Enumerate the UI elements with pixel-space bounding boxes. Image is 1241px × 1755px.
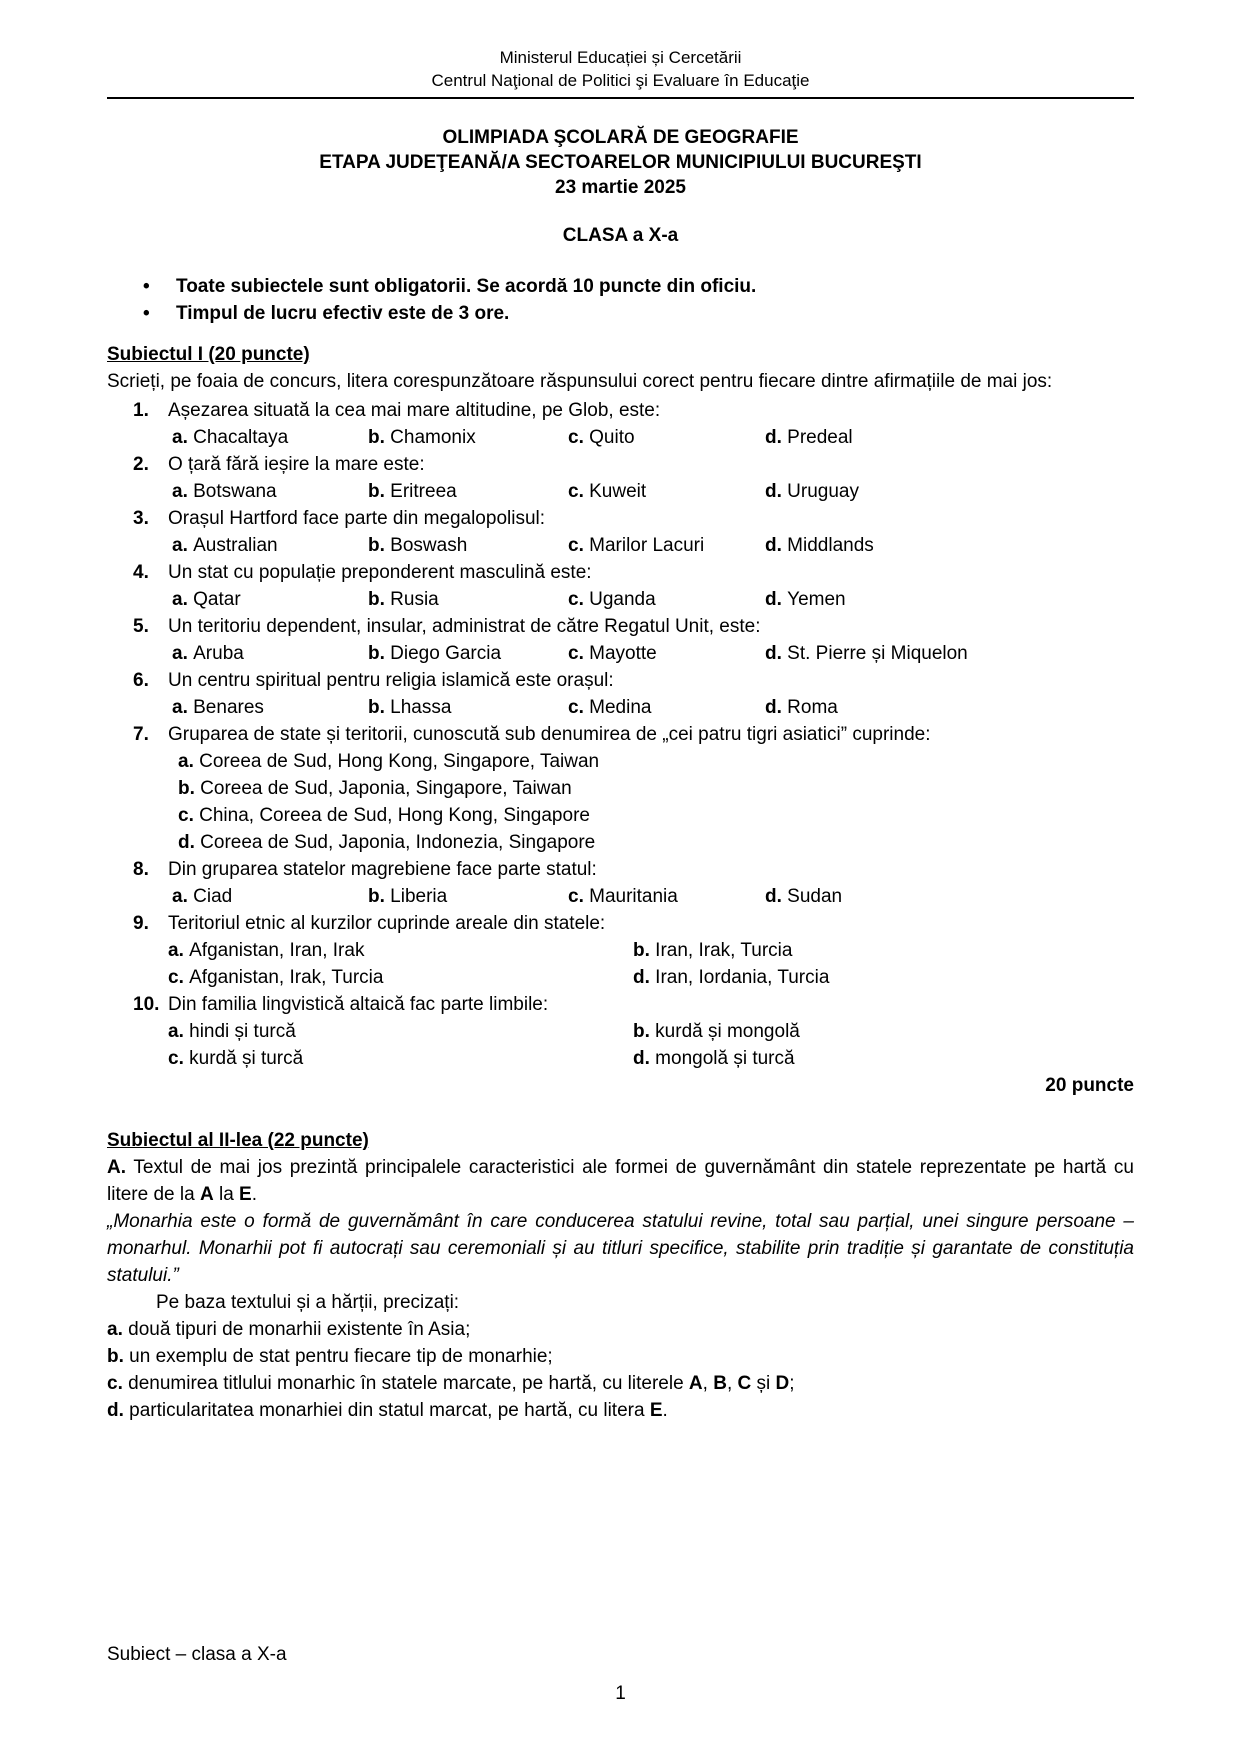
- option: [172, 532, 368, 559]
- option: [765, 694, 1134, 721]
- class-title: CLASA a X-a: [562, 225, 679, 246]
- text-run-italic: „Monarhia este o formă de guvernământ în care conducerea statului revine, total sau parțial, unei singure persoane – monarhul. Monarhii pot fi autocrați sau ceremoniali și au titluri specifice, stabilite prin tradiție și garantate de constituția statului.”: [107, 1211, 1134, 1286]
- question-line: [133, 667, 1134, 694]
- option-letter: a.: [172, 481, 188, 502]
- option: [168, 1045, 633, 1072]
- option: [765, 640, 1134, 667]
- document-header: [107, 46, 1134, 92]
- question: [107, 613, 1134, 667]
- option-text: Marilor Lacuri: [583, 535, 705, 556]
- option: [368, 424, 568, 451]
- question-number: 5.: [133, 616, 149, 637]
- option: [568, 478, 765, 505]
- option-text: Mayotte: [583, 643, 657, 664]
- text-run: și: [751, 1373, 776, 1394]
- text-run: Textul de mai jos prezintă principalele caracteristici ale formei de guvernământ din statele reprezentate pe hartă cu litere de la: [107, 1157, 1134, 1205]
- option-letter: b.: [368, 643, 385, 664]
- option-text: Aruba: [187, 643, 244, 664]
- option: [172, 478, 368, 505]
- option-text: Iran, Irak, Turcia: [649, 940, 793, 961]
- paragraph: [107, 1208, 1134, 1289]
- option: [633, 937, 1134, 964]
- option: [568, 640, 765, 667]
- option: [172, 586, 368, 613]
- option-letter: d.: [633, 967, 650, 988]
- option: [568, 694, 765, 721]
- options: [133, 748, 1134, 856]
- option-letter: c.: [168, 967, 184, 988]
- option-text: Mauritania: [583, 886, 678, 907]
- option-text: Boswash: [384, 535, 468, 556]
- option-letter: c.: [568, 535, 584, 556]
- question: [107, 856, 1134, 910]
- text-run: la: [213, 1184, 240, 1205]
- text-run-bold: E: [239, 1184, 252, 1205]
- option-text: Yemen: [781, 589, 846, 610]
- text-run-bold: A.: [107, 1157, 126, 1178]
- option: [633, 1045, 1134, 1072]
- option: [178, 775, 1134, 802]
- option-letter: c.: [178, 805, 194, 826]
- option-text: Chamonix: [384, 427, 476, 448]
- option-letter: b.: [368, 589, 385, 610]
- option-letter: d.: [765, 697, 782, 718]
- text-run-bold: b.: [107, 1346, 124, 1367]
- paragraph: [107, 1316, 1134, 1343]
- options: [133, 532, 1134, 559]
- instruction-item: [107, 300, 1134, 327]
- option-text: Botswana: [187, 481, 277, 502]
- question-number: 1.: [133, 400, 149, 421]
- page-number: 1: [615, 1683, 626, 1704]
- subject2-body: [107, 1154, 1134, 1424]
- option: [168, 1018, 633, 1045]
- text-run: un exemplu de stat pentru fiecare tip de monarhie;: [123, 1346, 553, 1367]
- option-letter: a.: [178, 751, 194, 772]
- subject1-points: 20 puncte: [1045, 1075, 1134, 1096]
- option-text: Quito: [583, 427, 635, 448]
- question-number: 10.: [133, 994, 160, 1015]
- option-letter: d.: [765, 481, 782, 502]
- options: [133, 937, 1134, 991]
- question-statement: Orașul Hartford face parte din megalopolisul:: [168, 508, 546, 529]
- question-line: [133, 451, 1134, 478]
- question-number: 3.: [133, 508, 149, 529]
- option-letter: c.: [568, 589, 584, 610]
- question-line: [133, 721, 1134, 748]
- question: [107, 910, 1134, 991]
- option: [368, 640, 568, 667]
- option-text: Lhassa: [384, 697, 452, 718]
- option-text: Chacaltaya: [187, 427, 289, 448]
- option: [178, 829, 1134, 856]
- options: [133, 883, 1134, 910]
- option-letter: b.: [368, 481, 385, 502]
- text-run-bold: E: [649, 1400, 663, 1421]
- paragraph: [107, 1397, 1134, 1424]
- bullet-icon: [143, 300, 176, 327]
- text-run-bold: C: [737, 1373, 752, 1394]
- text-run-bold: A: [688, 1373, 703, 1394]
- question-line: [133, 559, 1134, 586]
- option-text: Benares: [187, 697, 264, 718]
- subject1-section: [107, 341, 1134, 1099]
- option: [368, 883, 568, 910]
- option: [765, 532, 1134, 559]
- question: [107, 559, 1134, 613]
- question: [107, 451, 1134, 505]
- question-number: 4.: [133, 562, 149, 583]
- option-letter: a.: [168, 1021, 184, 1042]
- option-text: Middlands: [781, 535, 874, 556]
- option-letter: a.: [172, 886, 188, 907]
- ministry-line: Ministerul Educației și Cercetării: [499, 48, 742, 67]
- option-letter: c.: [568, 427, 584, 448]
- option-text: kurdă și mongolă: [649, 1021, 800, 1042]
- option-text: Coreea de Sud, Hong Kong, Singapore, Taiwan: [193, 751, 600, 772]
- option-text: Liberia: [384, 886, 448, 907]
- option-letter: d.: [765, 643, 782, 664]
- title-block: [107, 125, 1134, 200]
- text-run: două tipuri de monarhii existente în Asia;: [122, 1319, 471, 1340]
- option-text: St. Pierre și Miquelon: [781, 643, 968, 664]
- option: [568, 424, 765, 451]
- text-run-bold: A: [199, 1184, 214, 1205]
- option-letter: d.: [765, 886, 782, 907]
- option: [172, 640, 368, 667]
- text-run: ,: [726, 1373, 738, 1394]
- question-statement: Un centru spiritual pentru religia islamică este orașul:: [168, 670, 614, 691]
- text-run-bold: c.: [107, 1373, 123, 1394]
- option-text: China, Coreea de Sud, Hong Kong, Singapore: [193, 805, 590, 826]
- option-letter: b.: [633, 1021, 650, 1042]
- option-letter: d.: [633, 1048, 650, 1069]
- option-letter: b.: [368, 886, 385, 907]
- options: [133, 478, 1134, 505]
- question-number: 9.: [133, 913, 149, 934]
- question-line: [133, 991, 1134, 1018]
- date-line: 23 martie 2025: [555, 177, 686, 198]
- question-line: [133, 505, 1134, 532]
- option-text: Uruguay: [781, 481, 859, 502]
- option: [368, 532, 568, 559]
- question: [107, 991, 1134, 1072]
- options: [133, 694, 1134, 721]
- option: [568, 883, 765, 910]
- option-text: Ciad: [187, 886, 233, 907]
- option-text: Afganistan, Irak, Turcia: [183, 967, 384, 988]
- option-letter: a.: [172, 535, 188, 556]
- option: [368, 586, 568, 613]
- text-run: .: [662, 1400, 668, 1421]
- option: [178, 748, 1134, 775]
- question-statement: Din gruparea statelor magrebiene face parte statul:: [168, 859, 597, 880]
- question-statement: Din familia lingvistică altaică fac parte limbile:: [168, 994, 549, 1015]
- text-run: denumirea titlului monarhic în statele marcate, pe hartă, cu literele: [122, 1373, 689, 1394]
- option-letter: b.: [368, 697, 385, 718]
- paragraph: [107, 1343, 1134, 1370]
- option-letter: a.: [172, 643, 188, 664]
- question-line: [133, 910, 1134, 937]
- subject1-heading: Subiectul I (20 puncte): [107, 344, 310, 365]
- instructions-list: [107, 273, 1134, 327]
- option: [633, 964, 1134, 991]
- option-letter: d.: [765, 535, 782, 556]
- option-text: Iran, Iordania, Turcia: [649, 967, 830, 988]
- question-number: 6.: [133, 670, 149, 691]
- question-statement: Un stat cu populație preponderent masculină este:: [168, 562, 592, 583]
- option-letter: c.: [168, 1048, 184, 1069]
- option: [368, 694, 568, 721]
- option-letter: d.: [765, 427, 782, 448]
- option: [172, 883, 368, 910]
- option-letter: a.: [172, 427, 188, 448]
- olympiad-title: OLIMPIADA ŞCOLARĂ DE GEOGRAFIE: [442, 127, 799, 148]
- option-text: Medina: [583, 697, 652, 718]
- option-text: Diego Garcia: [384, 643, 502, 664]
- question: [107, 667, 1134, 721]
- question-number: 2.: [133, 454, 149, 475]
- text-run: ,: [702, 1373, 714, 1394]
- paragraph: [107, 1154, 1134, 1208]
- center-line: Centrul Naţional de Politici şi Evaluare în Educaţie: [431, 71, 810, 90]
- option: [765, 424, 1134, 451]
- instruction-text: Timpul de lucru efectiv este de 3 ore.: [176, 303, 510, 324]
- paragraph: [107, 1289, 1134, 1316]
- question: [107, 397, 1134, 451]
- text-run-bold: d.: [107, 1400, 124, 1421]
- option-letter: c.: [568, 886, 584, 907]
- option: [765, 586, 1134, 613]
- option-letter: b.: [633, 940, 650, 961]
- text-run-bold: a.: [107, 1319, 123, 1340]
- option-text: Predeal: [781, 427, 853, 448]
- text-run: .: [251, 1184, 258, 1205]
- question-number: 7.: [133, 724, 149, 745]
- option-letter: c.: [568, 481, 584, 502]
- option: [765, 883, 1134, 910]
- questions-list: [107, 397, 1134, 1072]
- option-letter: a.: [168, 940, 184, 961]
- options: [133, 424, 1134, 451]
- option-letter: a.: [172, 589, 188, 610]
- option-text: hindi și turcă: [183, 1021, 296, 1042]
- question: [107, 721, 1134, 856]
- option: [168, 964, 633, 991]
- stage-line: ETAPA JUDEŢEANĂ/A SECTOARELOR MUNICIPIULUI BUCUREŞTI: [319, 152, 922, 173]
- option-text: mongolă și turcă: [649, 1048, 795, 1069]
- option-letter: a.: [172, 697, 188, 718]
- option-text: Rusia: [384, 589, 439, 610]
- option-text: Australian: [187, 535, 278, 556]
- question-line: [133, 856, 1134, 883]
- option: [168, 937, 633, 964]
- subject2-heading: Subiectul al II-lea (22 puncte): [107, 1130, 369, 1151]
- option-text: Qatar: [187, 589, 241, 610]
- instruction-item: [107, 273, 1134, 300]
- options: [133, 586, 1134, 613]
- option-text: Sudan: [781, 886, 843, 907]
- paragraph: [107, 1370, 1134, 1397]
- option: [568, 586, 765, 613]
- option-text: Afganistan, Iran, Irak: [183, 940, 365, 961]
- question-number: 8.: [133, 859, 149, 880]
- option: [765, 478, 1134, 505]
- question-statement: Teritoriul etnic al kurzilor cuprinde areale din statele:: [168, 913, 606, 934]
- option: [633, 1018, 1134, 1045]
- option-text: Coreea de Sud, Japonia, Indonezia, Singapore: [194, 832, 596, 853]
- option-letter: c.: [568, 643, 584, 664]
- option: [368, 478, 568, 505]
- option: [178, 802, 1134, 829]
- option-text: Eritreea: [384, 481, 457, 502]
- option-letter: b.: [178, 778, 195, 799]
- subject1-intro: Scrieți, pe foaia de concurs, litera corespunzătoare răspunsului corect pentru fiecare dintre afirmațiile de mai jos:: [107, 371, 1053, 392]
- question-statement: Așezarea situată la cea mai mare altitudine, pe Glob, este:: [168, 400, 661, 421]
- question-statement: O țară fără ieșire la mare este:: [168, 454, 425, 475]
- option: [172, 424, 368, 451]
- option-letter: c.: [568, 697, 584, 718]
- subject2-section: [107, 1127, 1134, 1424]
- text-run-bold: D: [775, 1373, 790, 1394]
- header-rule: [107, 97, 1134, 99]
- option-letter: b.: [368, 535, 385, 556]
- text-run: particularitatea monarhiei din statul marcat, pe hartă, cu litera: [123, 1400, 650, 1421]
- option-letter: d.: [765, 589, 782, 610]
- option-letter: b.: [368, 427, 385, 448]
- option-text: Kuweit: [583, 481, 647, 502]
- text-run-bold: B: [713, 1373, 727, 1394]
- question-statement: Un teritoriu dependent, insular, administrat de către Regatul Unit, este:: [168, 616, 761, 637]
- options: [133, 1018, 1134, 1072]
- option-text: Uganda: [583, 589, 656, 610]
- option-text: Roma: [781, 697, 838, 718]
- instruction-text: Toate subiectele sunt obligatorii. Se acordă 10 puncte din oficiu.: [176, 276, 757, 297]
- question-line: [133, 397, 1134, 424]
- text-run: ;: [789, 1373, 795, 1394]
- question: [107, 505, 1134, 559]
- option-text: Coreea de Sud, Japonia, Singapore, Taiwan: [194, 778, 572, 799]
- text-run: Pe baza textului și a hărții, precizați:: [156, 1292, 460, 1313]
- options: [133, 640, 1134, 667]
- option: [568, 532, 765, 559]
- footer-label: Subiect – clasa a X-a: [107, 1644, 287, 1665]
- question-line: [133, 613, 1134, 640]
- option-letter: d.: [178, 832, 195, 853]
- option: [172, 694, 368, 721]
- bullet-icon: [143, 273, 176, 300]
- option-text: kurdă și turcă: [183, 1048, 304, 1069]
- question-statement: Gruparea de state și teritorii, cunoscută sub denumirea de „cei patru tigri asiatici” cuprinde:: [168, 724, 931, 745]
